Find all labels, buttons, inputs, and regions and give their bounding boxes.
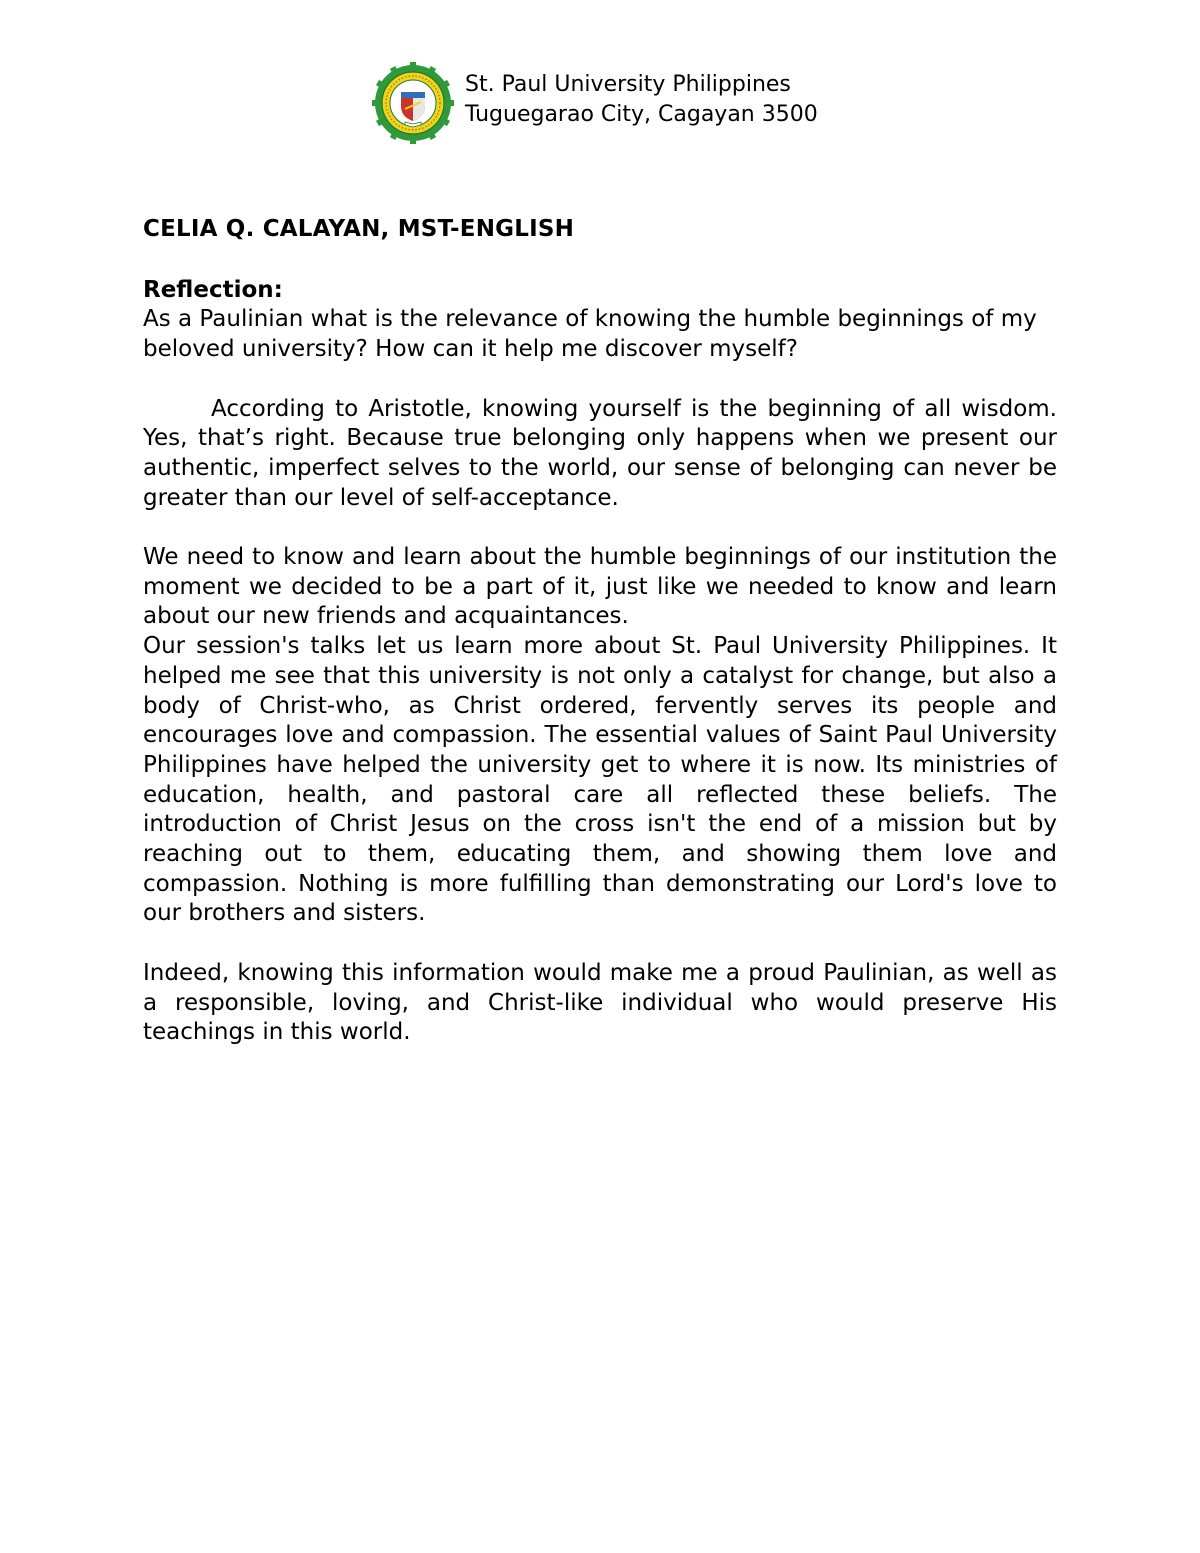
paragraph-humble-beginnings: We need to know and learn about the humble beginnings of our institution the moment we decided to be a part of it, just like we needed to know and learn about our new friends and acquaintances.	[143, 544, 1057, 630]
author-line: CELIA Q. CALAYAN, MST-ENGLISH	[143, 216, 575, 242]
university-seal-icon	[372, 62, 454, 144]
paragraph-conclusion: Indeed, knowing this information would make me a proud Paulinian, as well as a responsible, loving, and Christ-like individual who would preserve His teachings in this world.	[143, 959, 1057, 1046]
letterhead-text	[465, 70, 885, 130]
paragraph-session-talks: Our session's talks let us learn more about St. Paul University Philippines. It helped me see that this university is not only a catalyst for change, but also a body of Christ-who, as Christ ordered, fervently serves its people and encourages love and compassion. The essential values of Saint Paul University Philippines have helped the university get to where it is now. Its ministries of education, health, and pastoral care all reflected these beliefs. The introduction of Christ Jesus on the cross isn't the end of a mission but by reaching out to them, educating them, and showing them love and compassion. Nothing is more fulfilling than demonstrating our Lord's love to our brothers and sisters.	[143, 633, 1057, 927]
university-address: Tuguegarao City, Cagayan 3500	[465, 102, 818, 127]
reflection-label: Reflection:	[143, 276, 283, 303]
reflection-body	[143, 215, 1057, 1048]
paragraph-aristotle: According to Aristotle, knowing yourself is the beginning of all wisdom. Yes, that’s right. Because true belonging only happens when we present our authentic, imperfect selves to the world, our sense of belonging can never be greater than our level of self-acceptance.	[143, 395, 1057, 511]
university-name: St. Paul University Philippines	[465, 72, 791, 97]
reflection-question: As a Paulinian what is the relevance of knowing the humble beginnings of my beloved university? How can it help me discover myself?	[143, 306, 1037, 363]
